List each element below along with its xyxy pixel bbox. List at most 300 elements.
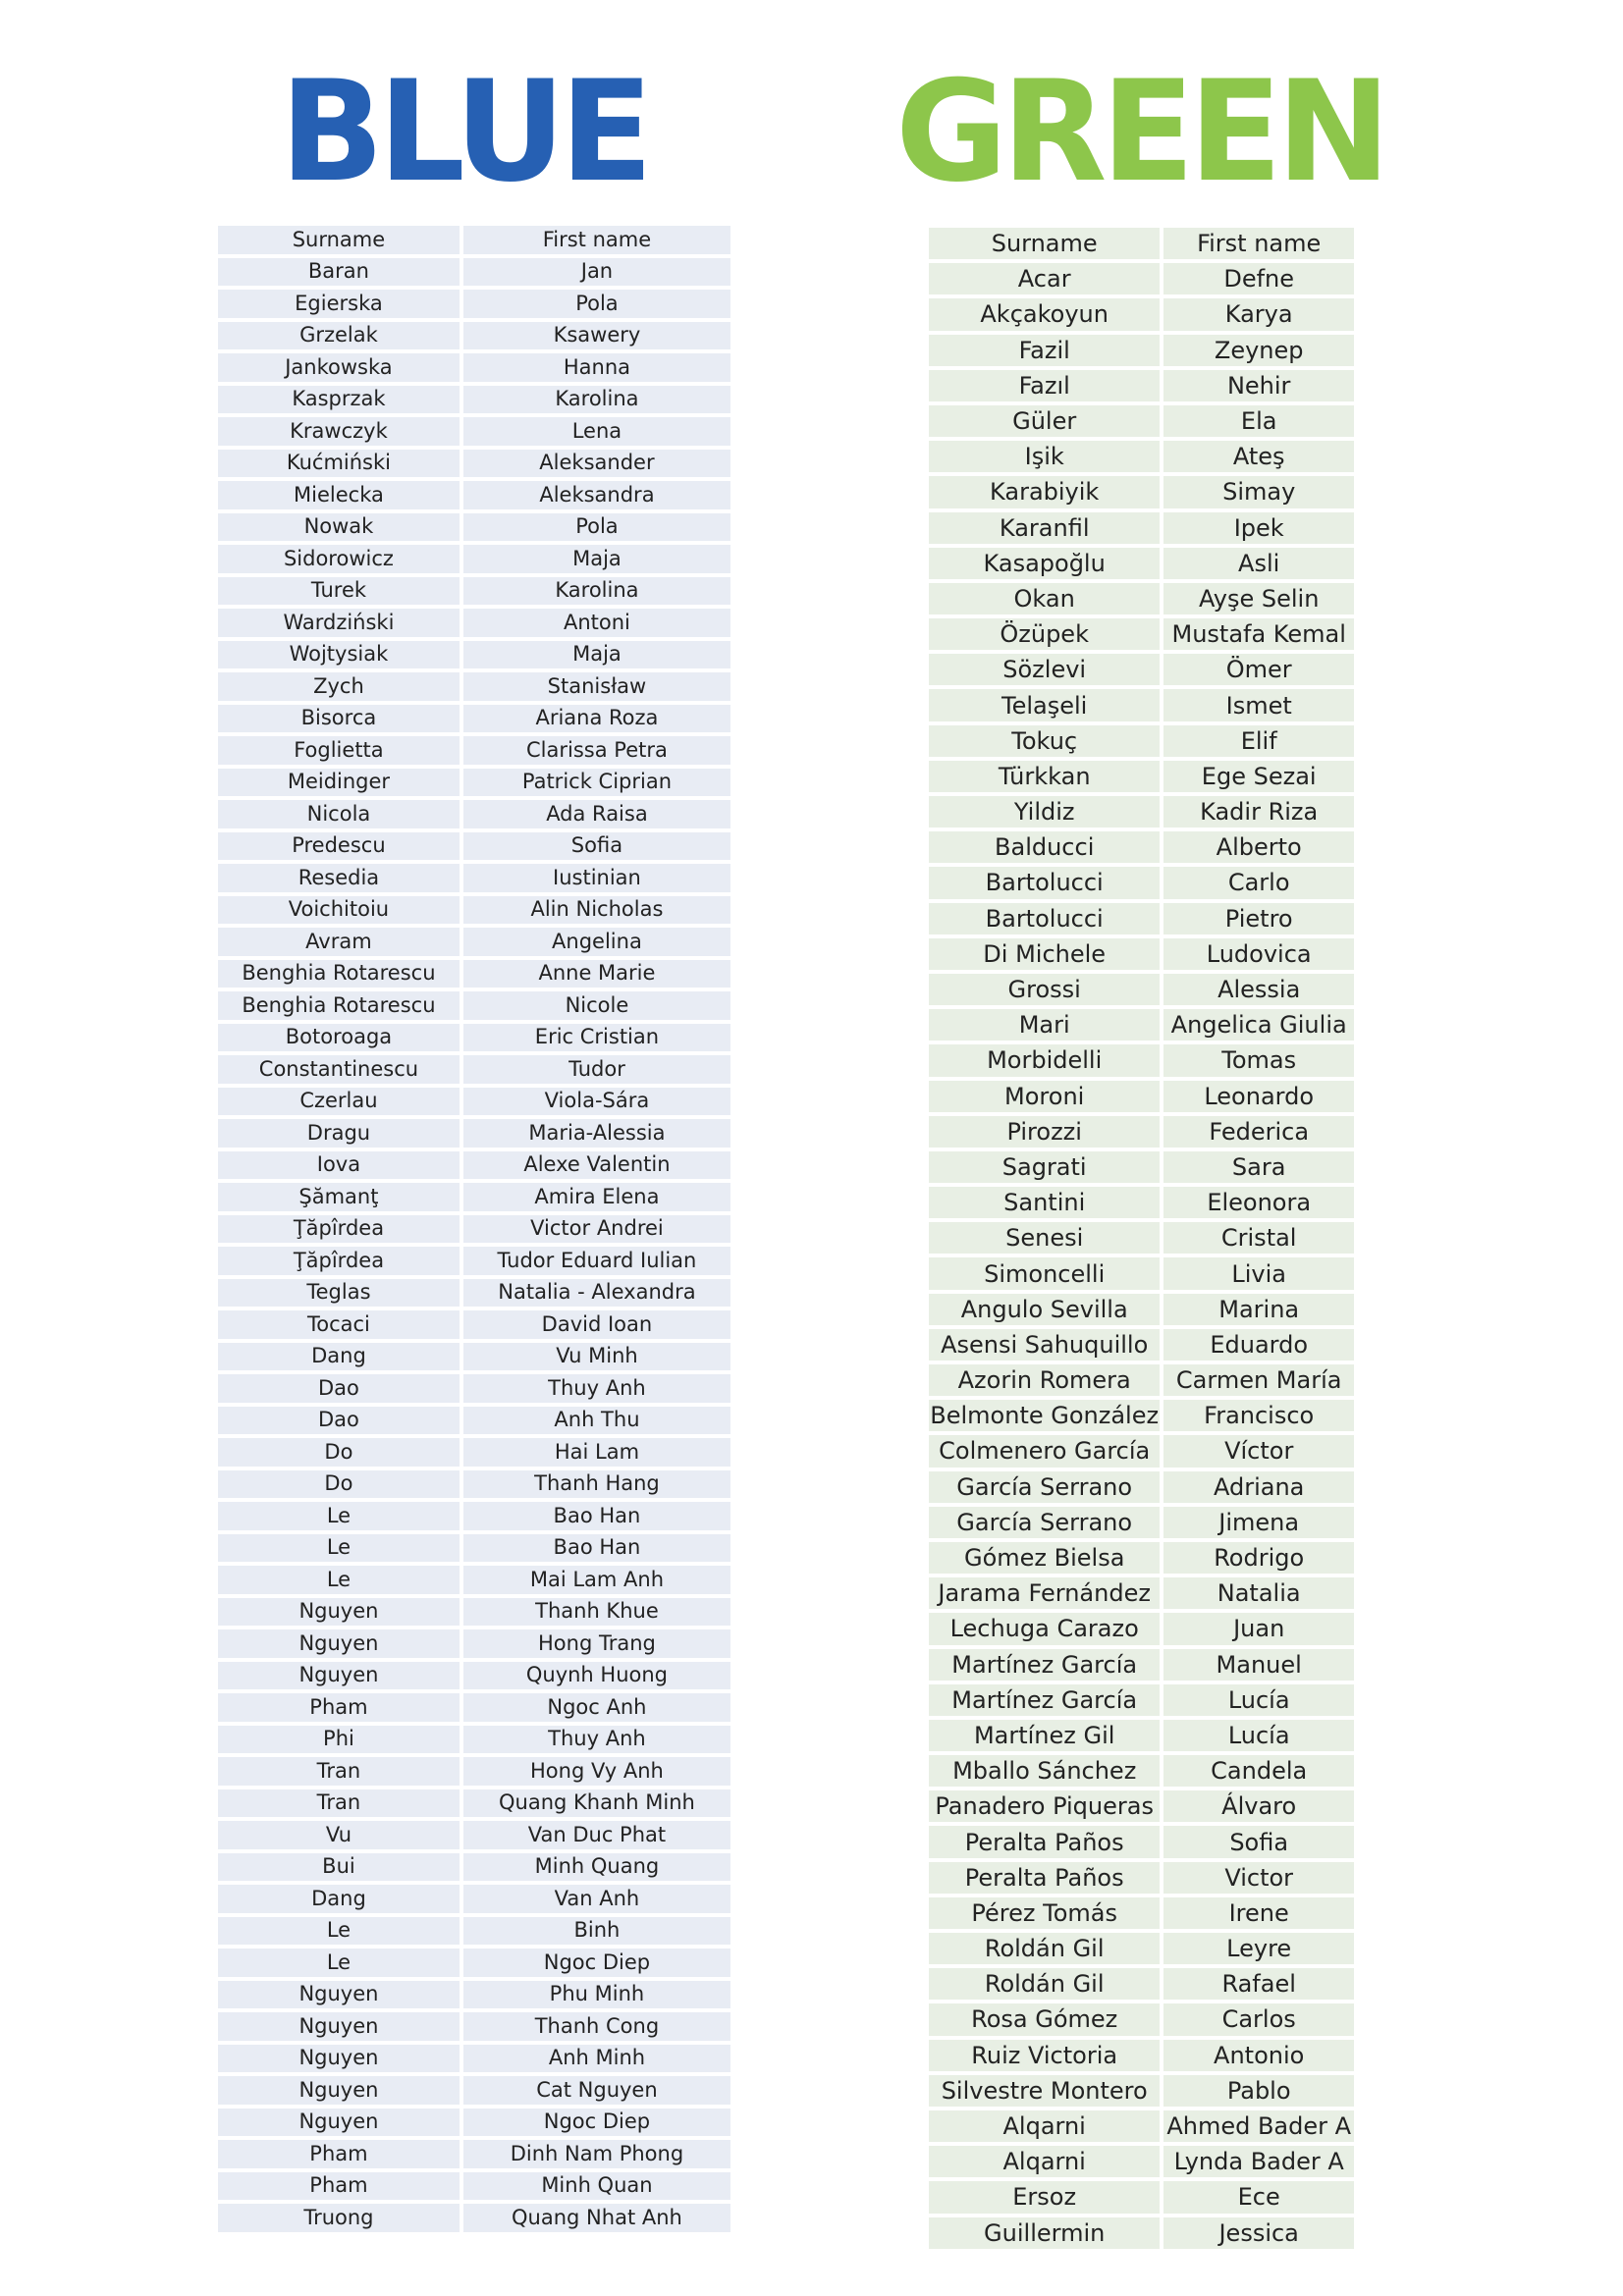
- first-name-cell: Ismet: [1163, 689, 1354, 721]
- first-name-cell: Pietro: [1163, 903, 1354, 934]
- first-name-cell: Quang Nhat Anh: [463, 2204, 730, 2232]
- first-name-cell: Nicole: [463, 991, 730, 1020]
- surname-cell: Nguyen: [218, 2109, 460, 2137]
- first-name-cell: Maja: [463, 641, 730, 669]
- first-name-cell: Ludovica: [1163, 938, 1354, 970]
- table-row: [929, 1790, 1354, 1822]
- table-row: [218, 1629, 730, 1658]
- first-name-cell: Maria-Alessia: [463, 1119, 730, 1148]
- first-name-cell: Thuy Anh: [463, 1374, 730, 1403]
- surname-cell: Pham: [218, 1693, 460, 1722]
- table-row: [929, 689, 1354, 721]
- table-row: [929, 298, 1354, 330]
- table-row: [218, 2109, 730, 2137]
- first-name-cell: Ksawery: [463, 322, 730, 350]
- surname-cell: Telaşeli: [929, 689, 1160, 721]
- first-name-cell: Thanh Khue: [463, 1598, 730, 1627]
- surname-cell: Alqarni: [929, 2146, 1160, 2177]
- first-name-cell: Jan: [463, 258, 730, 287]
- first-name-cell: Ömer: [1163, 654, 1354, 685]
- table-row: [218, 1885, 730, 1913]
- surname-cell: Okan: [929, 583, 1160, 614]
- first-name-cell: Alessia: [1163, 974, 1354, 1005]
- table-row: [218, 609, 730, 637]
- first-name-cell: Carlo: [1163, 867, 1354, 898]
- table-row: [929, 654, 1354, 685]
- first-name-cell: Pola: [463, 513, 730, 542]
- first-name-cell: Víctor: [1163, 1435, 1354, 1467]
- first-name-cell: Natalia - Alexandra: [463, 1279, 730, 1308]
- surname-cell: Krawczyk: [218, 417, 460, 446]
- surname-cell: Fazıl: [929, 370, 1160, 401]
- surname-cell: Pham: [218, 2140, 460, 2168]
- first-name-cell: Antoni: [463, 609, 730, 637]
- surname-cell: Moroni: [929, 1081, 1160, 1112]
- first-name-cell: Leyre: [1163, 1933, 1354, 1964]
- surname-cell: Nguyen: [218, 1662, 460, 1690]
- surname-cell: Nguyen: [218, 1629, 460, 1658]
- surname-cell: Karanfil: [929, 512, 1160, 544]
- table-row: [929, 1577, 1354, 1609]
- table-row: [218, 1662, 730, 1690]
- table-row: [218, 1310, 730, 1339]
- table-row: [218, 481, 730, 509]
- table-row: [218, 2172, 730, 2201]
- table-row: [218, 1024, 730, 1052]
- surname-cell: Rosa Gómez: [929, 2003, 1160, 2035]
- table-row: [929, 1329, 1354, 1361]
- surname-cell: Do: [218, 1438, 460, 1467]
- table-row: [218, 2076, 730, 2105]
- surname-cell: Nicola: [218, 800, 460, 828]
- first-name-cell: Angelica Giulia: [1163, 1009, 1354, 1041]
- table-row: [218, 386, 730, 414]
- table-row: [929, 1400, 1354, 1431]
- table-row: [218, 864, 730, 892]
- first-name-cell: Ege Sezai: [1163, 761, 1354, 792]
- surname-cell: Iova: [218, 1151, 460, 1180]
- surname-cell: García Serrano: [929, 1507, 1160, 1538]
- surname-cell: Kasapoğlu: [929, 548, 1160, 579]
- surname-cell: Sagrati: [929, 1151, 1160, 1183]
- surname-cell: Peralta Paños: [929, 1826, 1160, 1857]
- first-name-cell: Simay: [1163, 476, 1354, 507]
- surname-cell: Roldán Gil: [929, 1968, 1160, 2000]
- table-row: [218, 1789, 730, 1818]
- surname-cell: Senesi: [929, 1222, 1160, 1254]
- table-row: [929, 2040, 1354, 2071]
- surname-cell: Botoroaga: [218, 1024, 460, 1052]
- table-row: [929, 1009, 1354, 1041]
- surname-cell: Do: [218, 1470, 460, 1499]
- table-row: [218, 1151, 730, 1180]
- first-name-cell: Jimena: [1163, 1507, 1354, 1538]
- table-row: [218, 1566, 730, 1594]
- surname-cell: Le: [218, 1566, 460, 1594]
- table-row: [218, 322, 730, 350]
- surname-cell: Le: [218, 1917, 460, 1946]
- table-row: [218, 1438, 730, 1467]
- surname-cell: Tran: [218, 1789, 460, 1818]
- first-name-cell: Hanna: [463, 353, 730, 382]
- table-row: [218, 960, 730, 988]
- first-name-cell: Alexe Valentin: [463, 1151, 730, 1180]
- first-name-cell: Ngoc Diep: [463, 2109, 730, 2137]
- first-name-header: First name: [1163, 228, 1354, 259]
- first-name-cell: Karolina: [463, 577, 730, 606]
- first-name-cell: Van Duc Phat: [463, 1821, 730, 1849]
- table-row: [929, 1222, 1354, 1254]
- table-row: [929, 1471, 1354, 1503]
- surname-cell: Roldán Gil: [929, 1933, 1160, 1964]
- first-name-cell: Anh Thu: [463, 1407, 730, 1435]
- surname-cell: Akçakoyun: [929, 298, 1160, 330]
- table-row: [929, 1257, 1354, 1289]
- surname-cell: Jankowska: [218, 353, 460, 382]
- surname-cell: Martínez García: [929, 1649, 1160, 1681]
- surname-cell: Bisorca: [218, 705, 460, 733]
- first-name-cell: Juan: [1163, 1613, 1354, 1644]
- surname-cell: Resedia: [218, 864, 460, 892]
- first-name-cell: Iustinian: [463, 864, 730, 892]
- surname-cell: Voichitoiu: [218, 896, 460, 925]
- first-name-cell: Carmen María: [1163, 1364, 1354, 1396]
- surname-cell: Zych: [218, 672, 460, 701]
- surname-cell: Nguyen: [218, 2076, 460, 2105]
- surname-cell: Acar: [929, 263, 1160, 294]
- table-row: [929, 2075, 1354, 2107]
- first-name-cell: Eleonora: [1163, 1187, 1354, 1218]
- table-row: [929, 2003, 1354, 2035]
- first-name-cell: Lucía: [1163, 1720, 1354, 1751]
- first-name-cell: Zeynep: [1163, 335, 1354, 366]
- surname-cell: Kasprzak: [218, 386, 460, 414]
- first-name-cell: Eduardo: [1163, 1329, 1354, 1361]
- first-name-cell: Thanh Hang: [463, 1470, 730, 1499]
- first-name-cell: Álvaro: [1163, 1790, 1354, 1822]
- first-name-cell: Manuel: [1163, 1649, 1354, 1681]
- table-row: [218, 832, 730, 861]
- first-name-cell: Victor Andrei: [463, 1215, 730, 1244]
- table-row: [929, 1649, 1354, 1681]
- first-name-cell: Nehir: [1163, 370, 1354, 401]
- table-row: [218, 2204, 730, 2232]
- first-name-cell: Adriana: [1163, 1471, 1354, 1503]
- surname-cell: Teglas: [218, 1279, 460, 1308]
- first-name-cell: Ateş: [1163, 441, 1354, 472]
- surname-cell: Vu: [218, 1821, 460, 1849]
- table-row: [218, 258, 730, 287]
- first-name-cell: Viola-Sára: [463, 1088, 730, 1116]
- surname-cell: Türkkan: [929, 761, 1160, 792]
- first-name-cell: Hai Lam: [463, 1438, 730, 1467]
- table-row: [218, 1119, 730, 1148]
- surname-cell: Foglietta: [218, 736, 460, 765]
- table-row: [218, 1247, 730, 1275]
- table-row: [929, 476, 1354, 507]
- table-row: [929, 370, 1354, 401]
- table-row: [218, 417, 730, 446]
- surname-cell: Baran: [218, 258, 460, 287]
- blue-team-title: BLUE: [280, 51, 648, 213]
- table-row: [929, 1151, 1354, 1183]
- table-row: [218, 672, 730, 701]
- surname-cell: Yildiz: [929, 796, 1160, 828]
- table-row: [929, 1116, 1354, 1148]
- table-row: [929, 1897, 1354, 1929]
- table-row: [929, 903, 1354, 934]
- surname-cell: Martínez Gil: [929, 1720, 1160, 1751]
- first-name-cell: Marina: [1163, 1294, 1354, 1325]
- table-row: [929, 1684, 1354, 1716]
- first-name-cell: Alin Nicholas: [463, 896, 730, 925]
- surname-cell: Işik: [929, 441, 1160, 472]
- first-name-cell: Federica: [1163, 1116, 1354, 1148]
- table-row: [929, 1081, 1354, 1112]
- surname-cell: Pham: [218, 2172, 460, 2201]
- surname-cell: Pirozzi: [929, 1116, 1160, 1148]
- first-name-cell: Karolina: [463, 386, 730, 414]
- surname-cell: Alqarni: [929, 2110, 1160, 2142]
- table-row: [218, 1088, 730, 1116]
- table-row: [929, 867, 1354, 898]
- first-name-cell: Ada Raisa: [463, 800, 730, 828]
- table-row: [218, 2045, 730, 2073]
- first-name-cell: Hong Vy Anh: [463, 1757, 730, 1786]
- surname-cell: Kućmiński: [218, 450, 460, 478]
- first-name-cell: Victor: [1163, 1862, 1354, 1894]
- table-row: [929, 1542, 1354, 1574]
- table-row: [218, 450, 730, 478]
- table-row: [218, 705, 730, 733]
- table-row: [218, 1598, 730, 1627]
- table-row: [929, 405, 1354, 437]
- table-row: [218, 1279, 730, 1308]
- table-row: [929, 974, 1354, 1005]
- first-name-cell: Ayşe Selin: [1163, 583, 1354, 614]
- first-name-cell: Angelina: [463, 928, 730, 956]
- table-row: [929, 1507, 1354, 1538]
- first-name-cell: Candela: [1163, 1755, 1354, 1787]
- table-row: [218, 1853, 730, 1882]
- table-row: [218, 769, 730, 797]
- green-team-table: [925, 224, 1358, 2253]
- first-name-cell: Bao Han: [463, 1502, 730, 1530]
- table-row: [929, 2217, 1354, 2249]
- table-row: [929, 725, 1354, 757]
- surname-cell: Benghia Rotarescu: [218, 960, 460, 988]
- first-name-cell: Alberto: [1163, 831, 1354, 863]
- surname-cell: Truong: [218, 2204, 460, 2232]
- table-row: [929, 263, 1354, 294]
- table-row: [218, 928, 730, 956]
- table-row: [218, 2140, 730, 2168]
- surname-cell: Dao: [218, 1374, 460, 1403]
- first-name-cell: Elif: [1163, 725, 1354, 757]
- table-row: [218, 1981, 730, 2009]
- first-name-cell: Tomas: [1163, 1044, 1354, 1076]
- first-name-cell: Mai Lam Anh: [463, 1566, 730, 1594]
- surname-cell: Fazil: [929, 335, 1160, 366]
- table-row: [929, 1044, 1354, 1076]
- surname-cell: Lechuga Carazo: [929, 1613, 1160, 1644]
- first-name-cell: Anne Marie: [463, 960, 730, 988]
- table-row: [929, 1613, 1354, 1644]
- first-name-cell: Asli: [1163, 548, 1354, 579]
- table-row: [218, 353, 730, 382]
- table-row: [929, 1720, 1354, 1751]
- surname-cell: Santini: [929, 1187, 1160, 1218]
- first-name-cell: David Ioan: [463, 1310, 730, 1339]
- surname-cell: Karabiyik: [929, 476, 1160, 507]
- surname-cell: Le: [218, 1502, 460, 1530]
- surname-cell: Mielecka: [218, 481, 460, 509]
- first-name-cell: Minh Quan: [463, 2172, 730, 2201]
- table-row: [929, 2146, 1354, 2177]
- first-name-cell: Rodrigo: [1163, 1542, 1354, 1574]
- surname-cell: Ţăpîrdea: [218, 1215, 460, 1244]
- table-row: [218, 800, 730, 828]
- first-name-cell: Cat Nguyen: [463, 2076, 730, 2105]
- surname-cell: Tocaci: [218, 1310, 460, 1339]
- green-header-row: [929, 228, 1354, 259]
- surname-cell: Bui: [218, 1853, 460, 1882]
- first-name-cell: Kadir Riza: [1163, 796, 1354, 828]
- first-name-cell: Jessica: [1163, 2217, 1354, 2249]
- surname-cell: Grzelak: [218, 322, 460, 350]
- first-name-cell: Ngoc Anh: [463, 1693, 730, 1722]
- table-row: [218, 1821, 730, 1849]
- surname-header: Surname: [929, 228, 1160, 259]
- surname-cell: Nowak: [218, 513, 460, 542]
- table-row: [929, 796, 1354, 828]
- first-name-cell: Hong Trang: [463, 1629, 730, 1658]
- table-row: [218, 991, 730, 1020]
- surname-cell: Ersoz: [929, 2181, 1160, 2213]
- first-name-cell: Pablo: [1163, 2075, 1354, 2107]
- table-row: [929, 938, 1354, 970]
- blue-header-row: [218, 226, 730, 254]
- first-name-cell: Thuy Anh: [463, 1726, 730, 1754]
- first-name-cell: Stanisław: [463, 672, 730, 701]
- first-name-cell: Sofia: [1163, 1826, 1354, 1857]
- first-name-cell: Anh Minh: [463, 2045, 730, 2073]
- surname-cell: Martínez García: [929, 1684, 1160, 1716]
- surname-cell: Simoncelli: [929, 1257, 1160, 1289]
- surname-cell: Angulo Sevilla: [929, 1294, 1160, 1325]
- table-row: [218, 1215, 730, 1244]
- table-row: [929, 512, 1354, 544]
- table-row: [929, 2181, 1354, 2213]
- first-name-cell: Lynda Bader A: [1163, 2146, 1354, 2177]
- surname-cell: Peralta Paños: [929, 1862, 1160, 1894]
- surname-header: Surname: [218, 226, 460, 254]
- table-row: [929, 583, 1354, 614]
- table-row: [929, 335, 1354, 366]
- surname-cell: Belmonte González: [929, 1400, 1160, 1431]
- surname-cell: Meidinger: [218, 769, 460, 797]
- surname-cell: Egierska: [218, 290, 460, 318]
- surname-cell: Constantinescu: [218, 1055, 460, 1084]
- first-name-cell: Karya: [1163, 298, 1354, 330]
- table-row: [218, 1949, 730, 1977]
- surname-cell: Predescu: [218, 832, 460, 861]
- table-row: [218, 1502, 730, 1530]
- first-name-cell: Cristal: [1163, 1222, 1354, 1254]
- table-row: [218, 513, 730, 542]
- surname-cell: Benghia Rotarescu: [218, 991, 460, 1020]
- surname-cell: Avram: [218, 928, 460, 956]
- first-name-cell: Dinh Nam Phong: [463, 2140, 730, 2168]
- first-name-cell: Lucía: [1163, 1684, 1354, 1716]
- first-name-cell: Quynh Huong: [463, 1662, 730, 1690]
- surname-cell: Wojtysiak: [218, 641, 460, 669]
- first-name-cell: Mustafa Kemal: [1163, 618, 1354, 650]
- surname-cell: Dang: [218, 1343, 460, 1371]
- surname-cell: Ţăpîrdea: [218, 1247, 460, 1275]
- first-name-cell: Amira Elena: [463, 1183, 730, 1211]
- surname-cell: Colmenero García: [929, 1435, 1160, 1467]
- surname-cell: García Serrano: [929, 1471, 1160, 1503]
- table-row: [929, 618, 1354, 650]
- first-name-cell: Vu Minh: [463, 1343, 730, 1371]
- surname-cell: Dao: [218, 1407, 460, 1435]
- surname-cell: Ruiz Victoria: [929, 2040, 1160, 2071]
- first-name-cell: Thanh Cong: [463, 2012, 730, 2041]
- table-row: [218, 1374, 730, 1403]
- first-name-cell: Sara: [1163, 1151, 1354, 1183]
- first-name-cell: Bao Han: [463, 1534, 730, 1563]
- table-row: [218, 1757, 730, 1786]
- first-name-cell: Antonio: [1163, 2040, 1354, 2071]
- first-name-header: First name: [463, 226, 730, 254]
- table-row: [929, 548, 1354, 579]
- table-row: [929, 1364, 1354, 1396]
- table-row: [929, 1294, 1354, 1325]
- table-row: [218, 641, 730, 669]
- surname-cell: Pérez Tomás: [929, 1897, 1160, 1929]
- surname-cell: Şămanţ: [218, 1183, 460, 1211]
- green-team-title: GREEN: [895, 51, 1385, 213]
- first-name-cell: Clarissa Petra: [463, 736, 730, 765]
- surname-cell: Nguyen: [218, 1598, 460, 1627]
- first-name-cell: Aleksandra: [463, 481, 730, 509]
- table-row: [929, 1933, 1354, 1964]
- first-name-cell: Rafael: [1163, 1968, 1354, 2000]
- first-name-cell: Eric Cristian: [463, 1024, 730, 1052]
- table-row: [218, 1055, 730, 1084]
- table-row: [929, 1435, 1354, 1467]
- first-name-cell: Ngoc Diep: [463, 1949, 730, 1977]
- surname-cell: Mballo Sánchez: [929, 1755, 1160, 1787]
- first-name-cell: Ahmed Bader A: [1163, 2110, 1354, 2142]
- first-name-cell: Aleksander: [463, 450, 730, 478]
- table-row: [218, 1534, 730, 1563]
- table-row: [929, 1826, 1354, 1857]
- table-row: [218, 1470, 730, 1499]
- first-name-cell: Van Anh: [463, 1885, 730, 1913]
- table-row: [929, 1968, 1354, 2000]
- table-row: [929, 831, 1354, 863]
- table-row: [218, 545, 730, 573]
- surname-cell: Azorin Romera: [929, 1364, 1160, 1396]
- first-name-cell: Maja: [463, 545, 730, 573]
- table-row: [218, 290, 730, 318]
- surname-cell: Jarama Fernández: [929, 1577, 1160, 1609]
- surname-cell: Morbidelli: [929, 1044, 1160, 1076]
- first-name-cell: Defne: [1163, 263, 1354, 294]
- surname-cell: Phi: [218, 1726, 460, 1754]
